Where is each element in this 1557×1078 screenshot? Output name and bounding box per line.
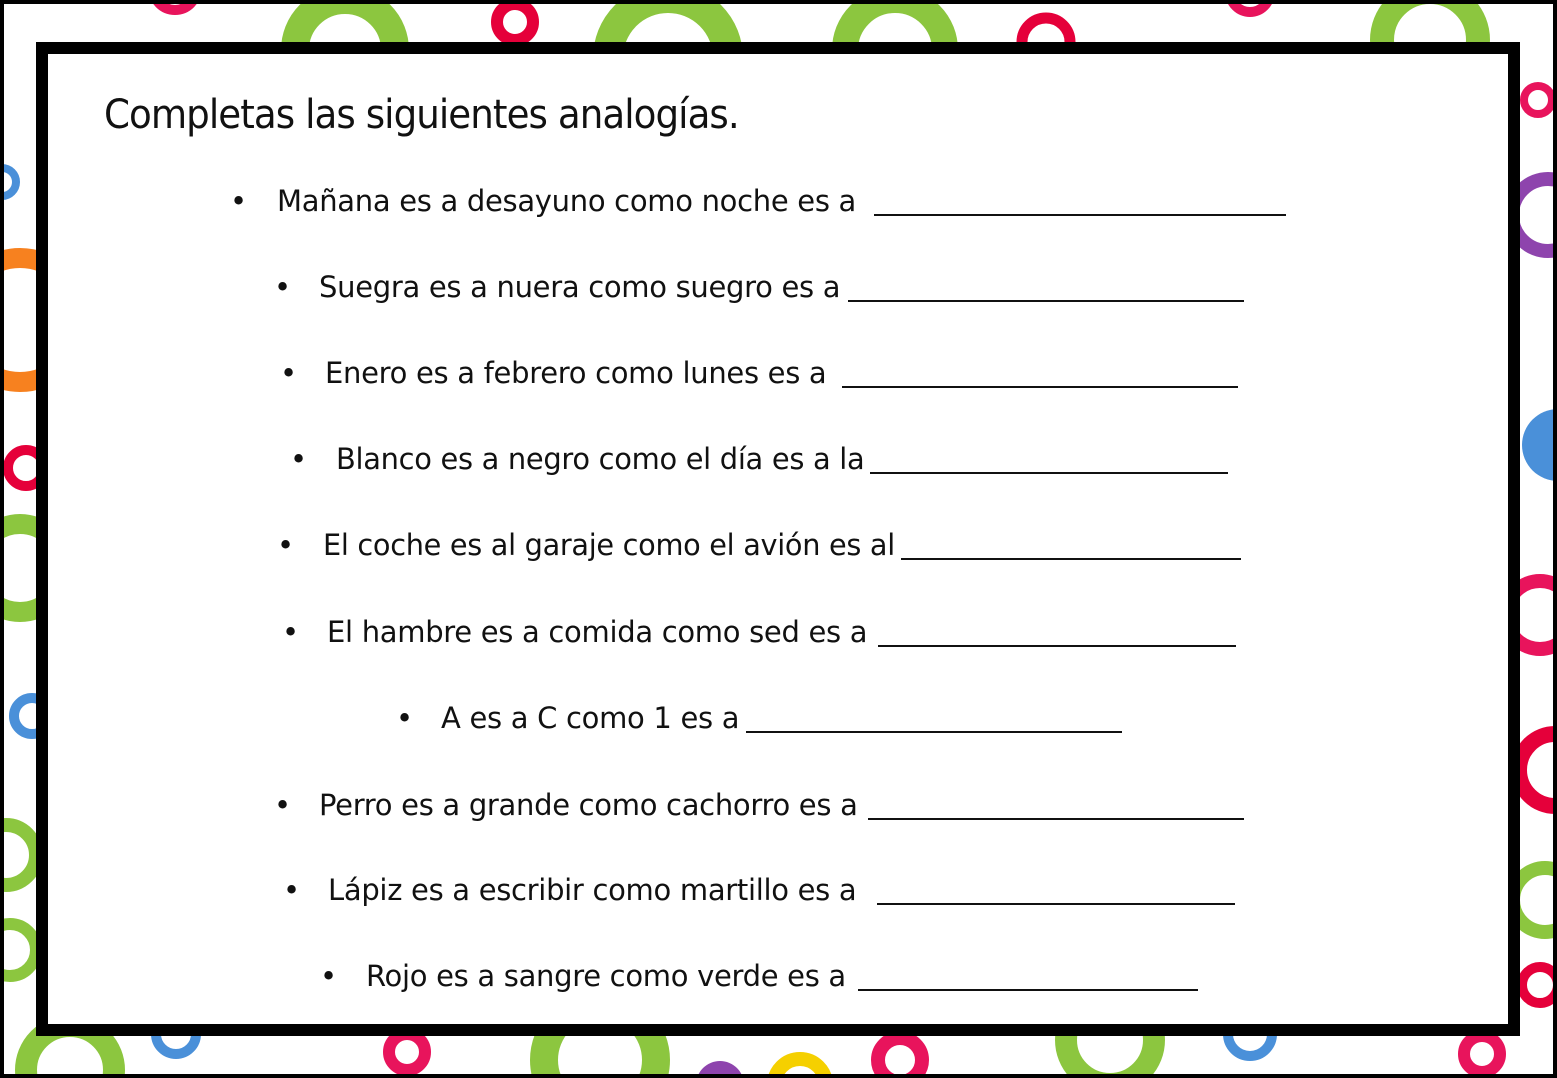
bullet-icon: • <box>290 442 308 476</box>
decorative-ring <box>0 168 16 196</box>
analogy-text: El coche es al garaje como el avión es al <box>323 528 895 562</box>
answer-blank-line[interactable] <box>842 386 1238 388</box>
analogy-text: Perro es a grande como cachorro es a <box>319 788 858 822</box>
analogy-text: Suegra es a nuera como suegro es a <box>319 270 841 304</box>
decorative-ring <box>1230 0 1270 12</box>
bullet-icon: • <box>283 873 301 907</box>
answer-blank-line[interactable] <box>848 300 1244 302</box>
bullet-icon: • <box>280 356 298 390</box>
analogy-text: Mañana es a desayuno como noche es a <box>277 184 857 218</box>
bullet-icon: • <box>396 701 414 735</box>
analogy-text: Lápiz es a escribir como martillo es a <box>328 873 857 907</box>
bullet-icon: • <box>230 184 248 218</box>
bullet-icon: • <box>282 615 300 649</box>
bullet-icon: • <box>277 528 295 562</box>
answer-blank-line[interactable] <box>878 645 1236 647</box>
answer-blank-line[interactable] <box>874 214 1286 216</box>
decorative-ring <box>497 4 533 40</box>
bullet-icon: • <box>274 788 292 822</box>
decorative-ring <box>878 1038 922 1078</box>
decorative-ring <box>1522 967 1557 1003</box>
answer-blank-line[interactable] <box>868 818 1244 820</box>
worksheet-title: Completas las siguientes analogías. <box>104 92 739 138</box>
answer-blank-line[interactable] <box>858 989 1198 991</box>
decorative-ring <box>0 825 36 885</box>
analogy-text: Enero es a febrero como lunes es a <box>325 356 827 390</box>
decorative-ring <box>389 1034 425 1070</box>
decorative-ring <box>1519 734 1557 806</box>
decorative-dot <box>1522 409 1557 481</box>
decorative-ring <box>153 0 197 10</box>
analogy-text: Rojo es a sangre como verde es a <box>366 959 846 993</box>
analogy-text: El hambre es a comida como sed es a <box>327 615 868 649</box>
decorative-dot <box>696 1061 744 1078</box>
bullet-icon: • <box>274 270 292 304</box>
answer-blank-line[interactable] <box>746 731 1122 733</box>
decorative-ring <box>1464 1036 1500 1072</box>
decorative-ring <box>1524 86 1552 114</box>
answer-blank-line[interactable] <box>877 903 1235 905</box>
decorative-ring <box>0 924 36 976</box>
analogy-text: Blanco es a negro como el día es a la <box>336 442 865 476</box>
answer-blank-line[interactable] <box>901 558 1241 560</box>
answer-blank-line[interactable] <box>870 472 1228 474</box>
analogy-text: A es a C como 1 es a <box>441 701 740 735</box>
decorative-ring <box>774 1059 826 1078</box>
bullet-icon: • <box>320 959 338 993</box>
